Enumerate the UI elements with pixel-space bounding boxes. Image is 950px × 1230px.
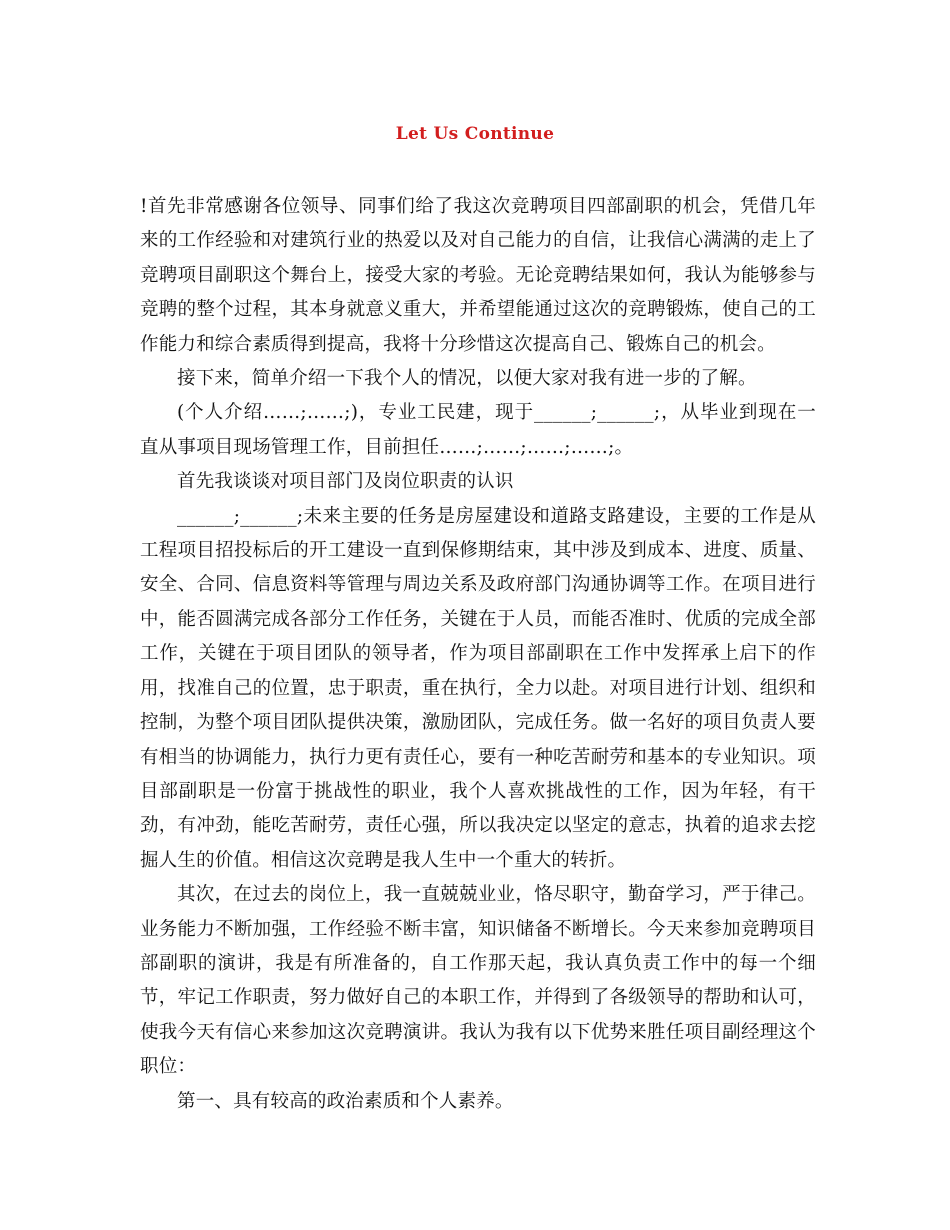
paragraph-experience: 其次，在过去的岗位上，我一直兢兢业业，恪尽职守，勤奋学习，严于律己。业务能力不断加强，工作经验不断丰富，知识储备不断增长。今天来参加竞聘项目部副职的演讲，我是有所准备的，自工作那天起，我认真负责工作中的每一个细节，牢记工作职责，努力做好自己的本职工作，并得到了各级领导的帮助和认可，使我今天有信心来参加这次竞聘演讲。我认为我有以下优势来胜任项目副经理这个职位： [140,884,816,1078]
document-title: Let Us Continue [395,124,555,144]
paragraph-personal-info: (个人介绍……;……;)，专业工民建，现于______;______;，从毕业到现在一直从事项目现场管理工作，目前担任……;……;……;……;。 [140,402,816,458]
paragraph-heading-responsibilities: 首先我谈谈对项目部门及岗位职责的认识 [177,471,514,493]
paragraph-first-advantage: 第一、具有较高的政治素质和个人素养。 [177,1090,514,1112]
document-body [140,190,816,1119]
paragraph-responsibilities: ______;______;未来主要的任务是房屋建设和道路支路建设，主要的工作是从工程项目招投标后的开工建设一直到保修期结束，其中涉及到成本、进度、质量、安全、合同、信息资料等管理与周边关系及政府部门沟通协调等工作。在项目进行中，能否圆满完成各部分工作任务，关键在于人员，而能否准时、优质的完成全部工作，关键在于项目团队的领导者，作为项目部副职在工作中发挥承上启下的作用，找准自己的位置，忠于职责，重在执行，全力以赴。对项目进行计划、组织和控制，为整个项目团队提供决策，激励团队，完成任务。做一名好的项目负责人要有相当的协调能力，执行力更有责任心，要有一种吃苦耐劳和基本的专业知识。项目部副职是一份富于挑战性的职业，我个人喜欢挑战性的工作，因为年轻，有干劲，有冲劲，能吃苦耐劳，责任心强，所以我决定以坚定的意志，执着的追求去挖掘人生的价值。相信这次竞聘是我人生中一个重大的转折。 [140,505,816,871]
paragraph-introduction: 接下来，简单介绍一下我个人的情况，以便大家对我有进一步的了解。 [177,368,757,390]
paragraph-opening: !首先非常感谢各位领导、同事们给了我这次竞聘项目四部副职的机会，凭借几年来的工作经验和对建筑行业的热爱以及对自己能力的自信，让我信心满满的走上了竞聘项目副职这个舞台上，接受大家的考验。无论竞聘结果如何，我认为能够参与竞聘的整个过程，其本身就意义重大，并希望能通过这次的竞聘锻炼，使自己的工作能力和综合素质得到提高，我将十分珍惜这次提高自己、锻炼自己的机会。 [140,196,816,355]
